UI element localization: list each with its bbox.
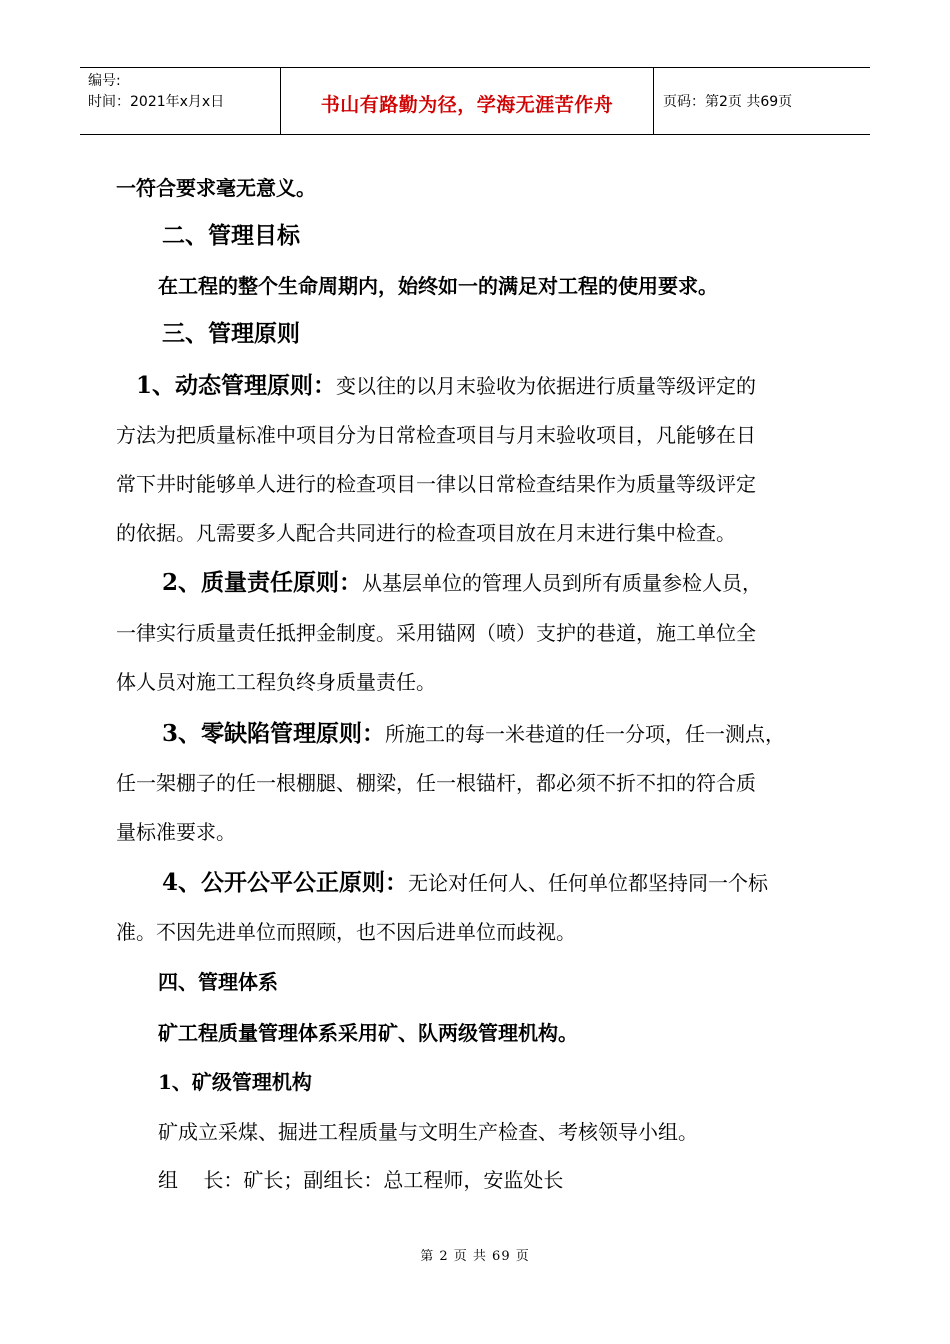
principle-3 xyxy=(162,720,785,748)
subsection-heading: 1、矿级管理机构 xyxy=(158,1070,312,1094)
section-heading: 三、管理原则 xyxy=(162,320,300,347)
paragraph-line: 的依据。凡需要多人配合共同进行的检查项目放在月末进行集中检查。 xyxy=(116,521,736,545)
principle-1 xyxy=(136,372,756,400)
paragraph: 一符合要求毫无意义。 xyxy=(116,176,316,200)
header-page-info: 页码：第2页 共69页 xyxy=(663,94,793,110)
paragraph-line: 一律实行质量责任抵押金制度。采用锚网（喷）支护的巷道，施工单位全 xyxy=(116,621,756,645)
paragraph-line: 方法为把质量标准中项目分为日常检查项目与月末验收项目，凡能够在日 xyxy=(116,423,756,447)
doc-date: 时间：2021年x月x日 xyxy=(88,94,225,110)
paragraph-line: 准。不因先进单位而照顾，也不因后进单位而歧视。 xyxy=(116,920,576,944)
page-header xyxy=(80,67,870,135)
principle-title: 4、公开公平公正原则： xyxy=(162,869,409,896)
paragraph-line: 常下井时能够单人进行的检查项目一律以日常检查结果作为质量等级评定 xyxy=(116,472,756,496)
paragraph: 在工程的整个生命周期内，始终如一的满足对工程的使用要求。 xyxy=(158,274,718,298)
paragraph-line: 任一架棚子的任一根棚腿、棚梁，任一根锚杆，都必须不折不扣的符合质 xyxy=(116,771,756,795)
principle-text: 从基层单位的管理人员到所有质量参检人员， xyxy=(362,571,763,595)
principle-text: 所施工的每一米巷道的任一分项，任一测点， xyxy=(385,722,786,746)
paragraph: 矿成立采煤、掘进工程质量与文明生产检查、考核领导小组。 xyxy=(158,1120,698,1144)
principle-2 xyxy=(162,569,762,597)
header-meta xyxy=(80,68,281,134)
principle-title: 1、动态管理原则： xyxy=(136,372,337,399)
paragraph: 组 长：矿长；副组长：总工程师，安监处长 xyxy=(158,1168,564,1192)
paragraph-line: 量标准要求。 xyxy=(116,820,236,844)
principle-4 xyxy=(162,869,768,897)
page-footer: 第 2 页 共 69 页 xyxy=(420,1249,530,1264)
principle-text: 无论对任何人、任何单位都坚持同一个标 xyxy=(408,871,769,895)
paragraph-line: 体人员对施工工程负终身质量责任。 xyxy=(116,670,436,694)
paragraph: 矿工程质量管理体系采用矿、队两级管理机构。 xyxy=(158,1021,578,1045)
principle-title: 2、质量责任原则： xyxy=(162,569,363,596)
section-heading: 四、管理体系 xyxy=(158,970,278,994)
principle-text: 变以往的以月末验收为依据进行质量等级评定的 xyxy=(336,374,757,398)
header-motto: 书山有路勤为径，学海无涯苦作舟 xyxy=(281,68,654,134)
principle-title: 3、零缺陷管理原则： xyxy=(162,720,386,747)
section-heading: 二、管理目标 xyxy=(162,222,300,249)
doc-number-label: 编号: xyxy=(88,73,121,89)
